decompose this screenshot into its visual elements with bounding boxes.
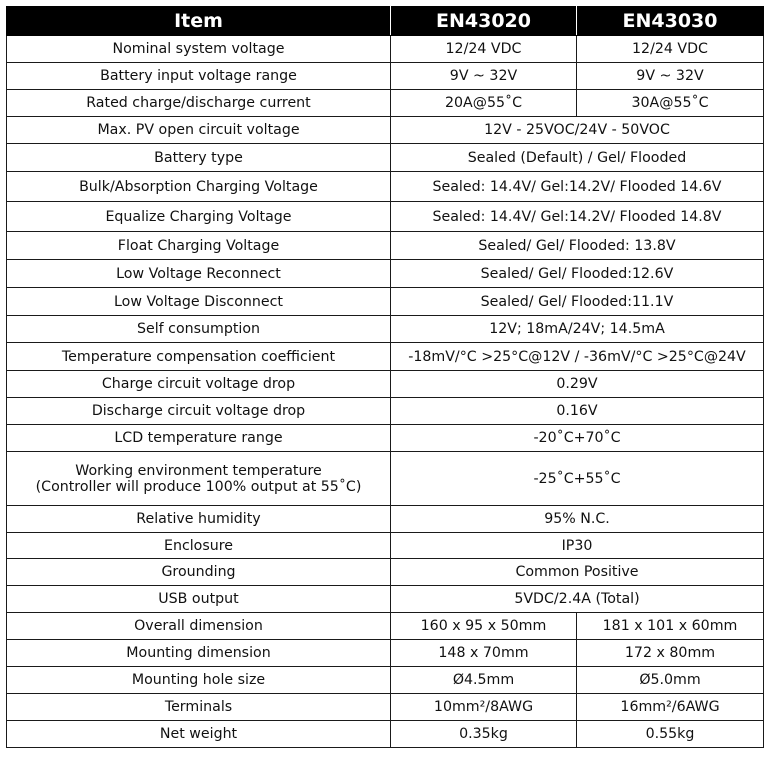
header-item: Item (7, 7, 391, 36)
row-label: Max. PV open circuit voltage (7, 117, 391, 144)
cell-en43030: 172 x 80mm (577, 640, 764, 667)
cell-shared: -25˚C+55˚C (391, 452, 764, 506)
row-label: Mounting hole size (7, 667, 391, 694)
row-label: Battery type (7, 144, 391, 172)
cell-en43030: 0.55kg (577, 721, 764, 748)
table-row (7, 316, 764, 343)
cell-shared: 0.16V (391, 398, 764, 425)
table-row (7, 506, 764, 533)
row-label-line: Working environment temperature (75, 462, 322, 479)
table-row (7, 371, 764, 398)
table-row (7, 452, 764, 506)
cell-shared: -18mV/°C >25°C@12V / -36mV/°C >25°C@24V (391, 343, 764, 371)
row-label (7, 452, 391, 506)
table-row (7, 343, 764, 371)
row-label: Grounding (7, 559, 391, 586)
row-label: Temperature compensation coefficient (7, 343, 391, 371)
cell-shared: IP30 (391, 533, 764, 559)
table-row (7, 260, 764, 288)
table-row (7, 398, 764, 425)
header-row (7, 7, 764, 36)
table-row (7, 721, 764, 748)
cell-en43020: 10mm²/8AWG (391, 694, 577, 721)
header-model-en43020: EN43020 (391, 7, 577, 36)
cell-shared: Sealed (Default) / Gel/ Flooded (391, 144, 764, 172)
row-label: Battery input voltage range (7, 63, 391, 90)
table-row (7, 90, 764, 117)
row-label: Net weight (7, 721, 391, 748)
cell-shared: Sealed/ Gel/ Flooded:11.1V (391, 288, 764, 316)
table-row (7, 586, 764, 613)
cell-shared: Sealed/ Gel/ Flooded:12.6V (391, 260, 764, 288)
cell-en43020: 9V ~ 32V (391, 63, 577, 90)
row-label: Bulk/Absorption Charging Voltage (7, 172, 391, 202)
row-label: Float Charging Voltage (7, 232, 391, 260)
table-row (7, 694, 764, 721)
row-label: Rated charge/discharge current (7, 90, 391, 117)
table-row (7, 144, 764, 172)
cell-shared: 0.29V (391, 371, 764, 398)
cell-en43020: Ø4.5mm (391, 667, 577, 694)
table-row (7, 533, 764, 559)
row-label: Charge circuit voltage drop (7, 371, 391, 398)
table-row (7, 288, 764, 316)
cell-en43030: 16mm²/6AWG (577, 694, 764, 721)
cell-shared: 5VDC/2.4A (Total) (391, 586, 764, 613)
cell-en43020: 12/24 VDC (391, 36, 577, 63)
row-label: Overall dimension (7, 613, 391, 640)
cell-shared: 12V - 25VOC/24V - 50VOC (391, 117, 764, 144)
row-label: LCD temperature range (7, 425, 391, 452)
cell-en43020: 20A@55˚C (391, 90, 577, 117)
table-row (7, 559, 764, 586)
cell-en43020: 0.35kg (391, 721, 577, 748)
spec-table (6, 6, 764, 748)
table-row (7, 172, 764, 202)
row-label: Terminals (7, 694, 391, 721)
cell-shared: 12V; 18mA/24V; 14.5mA (391, 316, 764, 343)
row-label: Mounting dimension (7, 640, 391, 667)
header-model-en43030: EN43030 (577, 7, 764, 36)
cell-en43020: 148 x 70mm (391, 640, 577, 667)
row-label: Enclosure (7, 533, 391, 559)
cell-shared: -20˚C+70˚C (391, 425, 764, 452)
row-label: Self consumption (7, 316, 391, 343)
table-row (7, 613, 764, 640)
table-row (7, 117, 764, 144)
cell-en43030: Ø5.0mm (577, 667, 764, 694)
cell-en43020: 160 x 95 x 50mm (391, 613, 577, 640)
table-row (7, 640, 764, 667)
table-row (7, 667, 764, 694)
row-label-note: (Controller will produce 100% output at 55˚C) (35, 478, 362, 495)
cell-shared: Sealed: 14.4V/ Gel:14.2V/ Flooded 14.8V (391, 202, 764, 232)
table-row (7, 63, 764, 90)
cell-en43030: 30A@55˚C (577, 90, 764, 117)
table-row (7, 202, 764, 232)
cell-shared: Sealed: 14.4V/ Gel:14.2V/ Flooded 14.6V (391, 172, 764, 202)
cell-shared: 95% N.C. (391, 506, 764, 533)
row-label: Equalize Charging Voltage (7, 202, 391, 232)
cell-en43030: 12/24 VDC (577, 36, 764, 63)
row-label: Low Voltage Disconnect (7, 288, 391, 316)
row-label: Low Voltage Reconnect (7, 260, 391, 288)
row-label: Relative humidity (7, 506, 391, 533)
row-label: Discharge circuit voltage drop (7, 398, 391, 425)
table-row (7, 36, 764, 63)
cell-en43030: 181 x 101 x 60mm (577, 613, 764, 640)
cell-en43030: 9V ~ 32V (577, 63, 764, 90)
row-label: Nominal system voltage (7, 36, 391, 63)
table-row (7, 425, 764, 452)
table-row (7, 232, 764, 260)
cell-shared: Sealed/ Gel/ Flooded: 13.8V (391, 232, 764, 260)
row-label: USB output (7, 586, 391, 613)
cell-shared: Common Positive (391, 559, 764, 586)
